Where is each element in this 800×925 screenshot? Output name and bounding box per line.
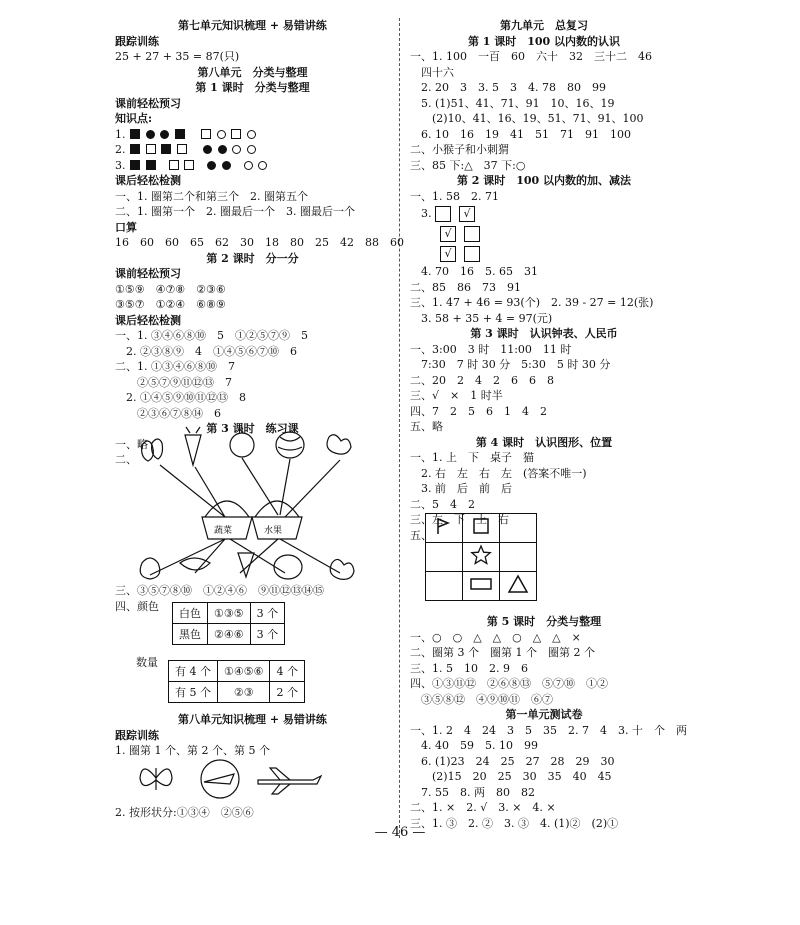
empty-circle-icon [244, 161, 253, 170]
oral-calc-values: 16 60 60 65 62 30 18 80 25 42 88 60 [115, 236, 404, 249]
radish-icon [185, 427, 201, 465]
left-column-bottom [115, 712, 390, 759]
answer-line: 二、1. × 2. √ 3. × 4. × [410, 801, 556, 814]
left-column [115, 18, 404, 468]
empty-square-icon [177, 144, 187, 154]
quantity-table [168, 660, 305, 703]
answer-line: 4. 70 16 5. 65 31 [410, 265, 538, 278]
right-column [410, 18, 678, 543]
answer-line: ①⑤⑨ ④⑦⑧ ②③⑥ [115, 282, 226, 296]
quantity-label: 数量 [136, 656, 158, 669]
answer-line: 25 + 27 + 35 = 87(只) [115, 50, 240, 63]
watermelon-icon [276, 432, 304, 458]
table-cell: ①③⑤ [208, 603, 251, 624]
page-number: — 46 — [374, 825, 426, 840]
answer-line: 二、圈第 3 个 圈第 1 个 圈第 2 个 [410, 646, 595, 659]
answer-line: 一、1. 100 一百 60 六十 32 三十二 46 [410, 50, 652, 63]
match-line [160, 465, 225, 517]
lesson-title: 第 3 课时 认识钟表、人民币 [470, 327, 618, 340]
answer-line: 四、颜色 [115, 599, 159, 613]
answer-line: 五、略 [410, 420, 443, 433]
table-cell: ②③ [218, 682, 270, 703]
filled-square-icon [130, 144, 140, 154]
empty-circle-icon [232, 145, 241, 154]
empty-square-icon [146, 144, 156, 154]
pear-icon [140, 558, 160, 579]
filled-square-icon [161, 144, 171, 154]
circled-airplane-icon [201, 760, 239, 798]
airplane-icon [258, 768, 321, 794]
answer-line: 四、①③⑪⑫ ②⑥⑧⑬ ⑤⑦⑩ ①② [410, 677, 608, 690]
subheading: 课前轻松预习 [115, 96, 181, 110]
filled-circle-icon [203, 145, 212, 154]
table-row [169, 682, 305, 703]
shape-grid [425, 513, 537, 601]
lesson-title: 第 2 课时 分一分 [206, 251, 299, 265]
filled-square-icon [130, 129, 140, 139]
empty-circle-icon [258, 161, 267, 170]
answer-line: 5. (1)51、41、71、91 10、16、19 [410, 96, 615, 110]
answer-line: 一、1. 圈第二个和第三个 2. 圈第五个 [115, 189, 308, 203]
grid-cell [463, 572, 500, 601]
answer-line: ③⑤⑧⑫ ④⑨⑩⑪ ⑥⑦ [410, 692, 553, 706]
checkbox-row [410, 224, 678, 244]
answer-line: 一、1. 58 2. 71 [410, 189, 499, 203]
pumpkin-icon [274, 555, 302, 579]
answer-line: 1. 圈第 1 个、第 2 个、第 5 个 [115, 744, 270, 757]
subheading: 跟踪训练 [115, 728, 159, 742]
filled-square-icon [175, 129, 185, 139]
answer-line: 3. 前 后 前 后 [410, 482, 512, 495]
square-icon [471, 516, 491, 536]
table-cell: 3 个 [250, 603, 285, 624]
peach-icon [327, 435, 351, 454]
lesson-title: 第 4 课时 认识图形、位置 [475, 435, 613, 449]
answer-line: (2)10、41、16、19、51、71、91、100 [410, 112, 644, 125]
section-title: 第七单元知识梳理 + 易错讲练 [178, 19, 327, 32]
subheading: 课前轻松预习 [115, 267, 181, 280]
answer-line: 7:30 7 时 30 分 5:30 5 时 30 分 [410, 358, 611, 371]
match-line [195, 467, 225, 517]
table-cell: 黑色 [173, 624, 208, 645]
match-line [242, 458, 278, 515]
answer-line: 一、○ ○ △ △ ○ △ △ × [410, 630, 581, 644]
answer-line: 6. 10 16 19 41 51 71 91 100 [410, 127, 631, 141]
answer-line: 2. 20 3 3. 5 3 4. 78 80 99 [410, 81, 606, 94]
shape-row-1: 1. [115, 127, 390, 143]
checked-box: √ [459, 206, 475, 222]
answer-line: 二、小猴子和小刺猬 [410, 143, 509, 156]
subheading: 跟踪训练 [115, 34, 159, 48]
section-title: 第八单元知识梳理 + 易错讲练 [178, 713, 327, 726]
answer-line: ②③⑥⑦⑧⑭ 6 [115, 406, 221, 420]
answer-line: 一、3:00 3 时 11:00 11 时 [410, 342, 572, 356]
answer-line: 一、1. ③④⑥⑧⑩ 5 ①②⑤⑦⑨ 5 [115, 329, 308, 342]
test-title: 第一单元测试卷 [505, 708, 583, 721]
basket-label: 水果 [264, 526, 283, 536]
answer-line: 二、1. ①③④⑥⑧⑩ 7 [115, 360, 235, 373]
answer-line: 二、5 4 2 [410, 497, 475, 511]
grid-cell [463, 543, 500, 572]
star-icon [470, 544, 492, 566]
subheading: 课后轻松检测 [115, 174, 181, 187]
checkbox-row [410, 204, 678, 224]
table-row [173, 624, 285, 645]
match-line [280, 459, 290, 515]
answer-box [464, 246, 480, 262]
shape-row-3: 3. [115, 158, 390, 174]
table-cell: 有 4 个 [169, 661, 218, 682]
shape-row-2: 2. [115, 142, 390, 158]
cabbage-icon [180, 558, 210, 570]
answer-line: (2)15 20 25 30 35 40 45 [410, 770, 612, 783]
answer-line: 三、85 下:△ 37 下:○ [410, 158, 526, 172]
answer-line: 一、略 [115, 437, 148, 451]
table-cell: 白色 [173, 603, 208, 624]
filled-circle-icon [222, 161, 231, 170]
grid-cell [426, 543, 463, 572]
grid-cell [500, 543, 537, 572]
checked-box: √ [440, 226, 456, 242]
table-cell: 3 个 [250, 624, 285, 645]
empty-circle-icon [247, 145, 256, 154]
answer-line: 2. 按形状分:①③④ ②⑤⑥ [115, 806, 254, 819]
answer-line: 三、1. 5 10 2. 9 6 [410, 661, 528, 675]
lesson-title: 第 5 课时 分类与整理 [486, 615, 602, 628]
answer-line: 7. 55 8. 两 80 82 [410, 785, 535, 799]
table-cell: ①④⑤⑥ [218, 661, 270, 682]
answer-box [435, 206, 451, 222]
basket-label: 蔬菜 [214, 526, 233, 536]
strawberry-icon [238, 553, 254, 577]
grid-cell [500, 572, 537, 601]
right-column-lower [410, 614, 687, 831]
answer-line: 三、√ × 1 时半 [410, 389, 503, 402]
apple-icon [230, 427, 254, 457]
color-table [172, 602, 285, 645]
answer-line: 2. ②③⑧⑨ 4 ①④⑤⑥⑦⑩ 6 [115, 344, 297, 358]
answer-line: 二、85 86 73 91 [410, 280, 521, 294]
triangle-icon [507, 574, 529, 594]
answer-line: 2. 右 左 右 左 (答案不唯一) [410, 466, 587, 480]
answer-line: 四十六 [410, 65, 454, 79]
filled-square-icon [146, 160, 156, 170]
subheading: 课后轻松检测 [115, 313, 181, 327]
table-row [169, 661, 305, 682]
match-line [285, 460, 340, 517]
answer-line: 二、20 2 4 2 6 6 8 [410, 373, 554, 387]
track-illustration [138, 758, 338, 800]
filled-square-icon [130, 160, 140, 170]
answer-line: 6. (1)23 24 25 27 28 29 30 [410, 754, 615, 768]
answer-line: ②⑤⑦⑨⑪⑫⑬ 7 [115, 375, 232, 389]
bottom-items-row [130, 545, 375, 583]
table-cell: 2 个 [270, 682, 305, 703]
knowledge-point-label: 知识点: [115, 112, 153, 125]
answer-line: 3. 58 + 35 + 4 = 97(元) [410, 311, 553, 325]
pepper-icon [142, 439, 163, 461]
answer-box [464, 226, 480, 242]
lesson-title: 第 1 课时 分类与整理 [195, 81, 310, 94]
butterfly-icon [140, 768, 172, 790]
grid-cell [426, 514, 463, 543]
empty-square-icon [169, 160, 179, 170]
table-cell: 有 5 个 [169, 682, 218, 703]
answer-line: 三、左 下 上 右 [410, 513, 509, 526]
answer-line: 五、 [410, 528, 432, 542]
rectangle-icon [469, 576, 493, 592]
answer-line: 一、1. 上 下 桌子 猫 [410, 451, 534, 464]
filled-circle-icon [218, 145, 227, 154]
answer-line: ③⑤⑦ ①②④ ⑥⑧⑨ [115, 298, 226, 311]
answer-line: 2. ①④⑤⑨⑩⑪⑫⑬ 8 [115, 391, 246, 404]
lesson-title: 第 2 课时 100 以内数的加、减法 [456, 174, 632, 187]
lesson-title: 第 3 课时 练习课 [206, 422, 299, 435]
empty-square-icon [231, 129, 241, 139]
empty-square-icon [184, 160, 194, 170]
filled-circle-icon [146, 130, 155, 139]
answer-line: 二、1. 圈第一个 2. 圈最后一个 3. 圈最后一个 [115, 205, 355, 218]
answer-line: 三、1. 47 + 46 = 93(个) 2. 39 - 27 = 12(张) [410, 296, 654, 309]
column-divider [399, 18, 400, 838]
grid-cell [500, 514, 537, 543]
grid-cell [426, 572, 463, 601]
filled-circle-icon [160, 130, 169, 139]
empty-square-icon [201, 129, 211, 139]
item-label: 3. [410, 207, 432, 220]
table-row [173, 603, 285, 624]
filled-circle-icon [207, 161, 216, 170]
empty-circle-icon [247, 130, 256, 139]
answer-line: 一、1. 2 4 24 3 5 35 2. 7 4 3. 十 个 两 [410, 723, 687, 737]
table-cell: 4 个 [270, 661, 305, 682]
checked-box: √ [440, 246, 456, 262]
flag-icon [434, 516, 454, 536]
answer-line: 三、③⑤⑦⑧⑩ ①②④⑥ ⑨⑪⑫⑬⑭⑮ [115, 584, 324, 597]
answer-line: 三、1. ③ 2. ② 3. ③ 4. (1)② (2)① [410, 816, 619, 830]
peach-icon [330, 559, 354, 579]
unit-title: 第九单元 总复习 [500, 19, 588, 32]
grid-cell [463, 514, 500, 543]
subheading: 口算 [115, 220, 137, 234]
unit-title: 第八单元 分类与整理 [197, 65, 308, 79]
lesson-title: 第 1 课时 100 以内数的认识 [467, 34, 621, 48]
answer-line: 四、7 2 5 6 1 4 2 [410, 404, 547, 418]
answer-line: 二、 [115, 453, 137, 466]
empty-circle-icon [217, 130, 226, 139]
table-cell: ②④⑥ [208, 624, 251, 645]
checkbox-row [410, 244, 678, 264]
answer-line: 4. 40 59 5. 10 99 [410, 739, 538, 752]
